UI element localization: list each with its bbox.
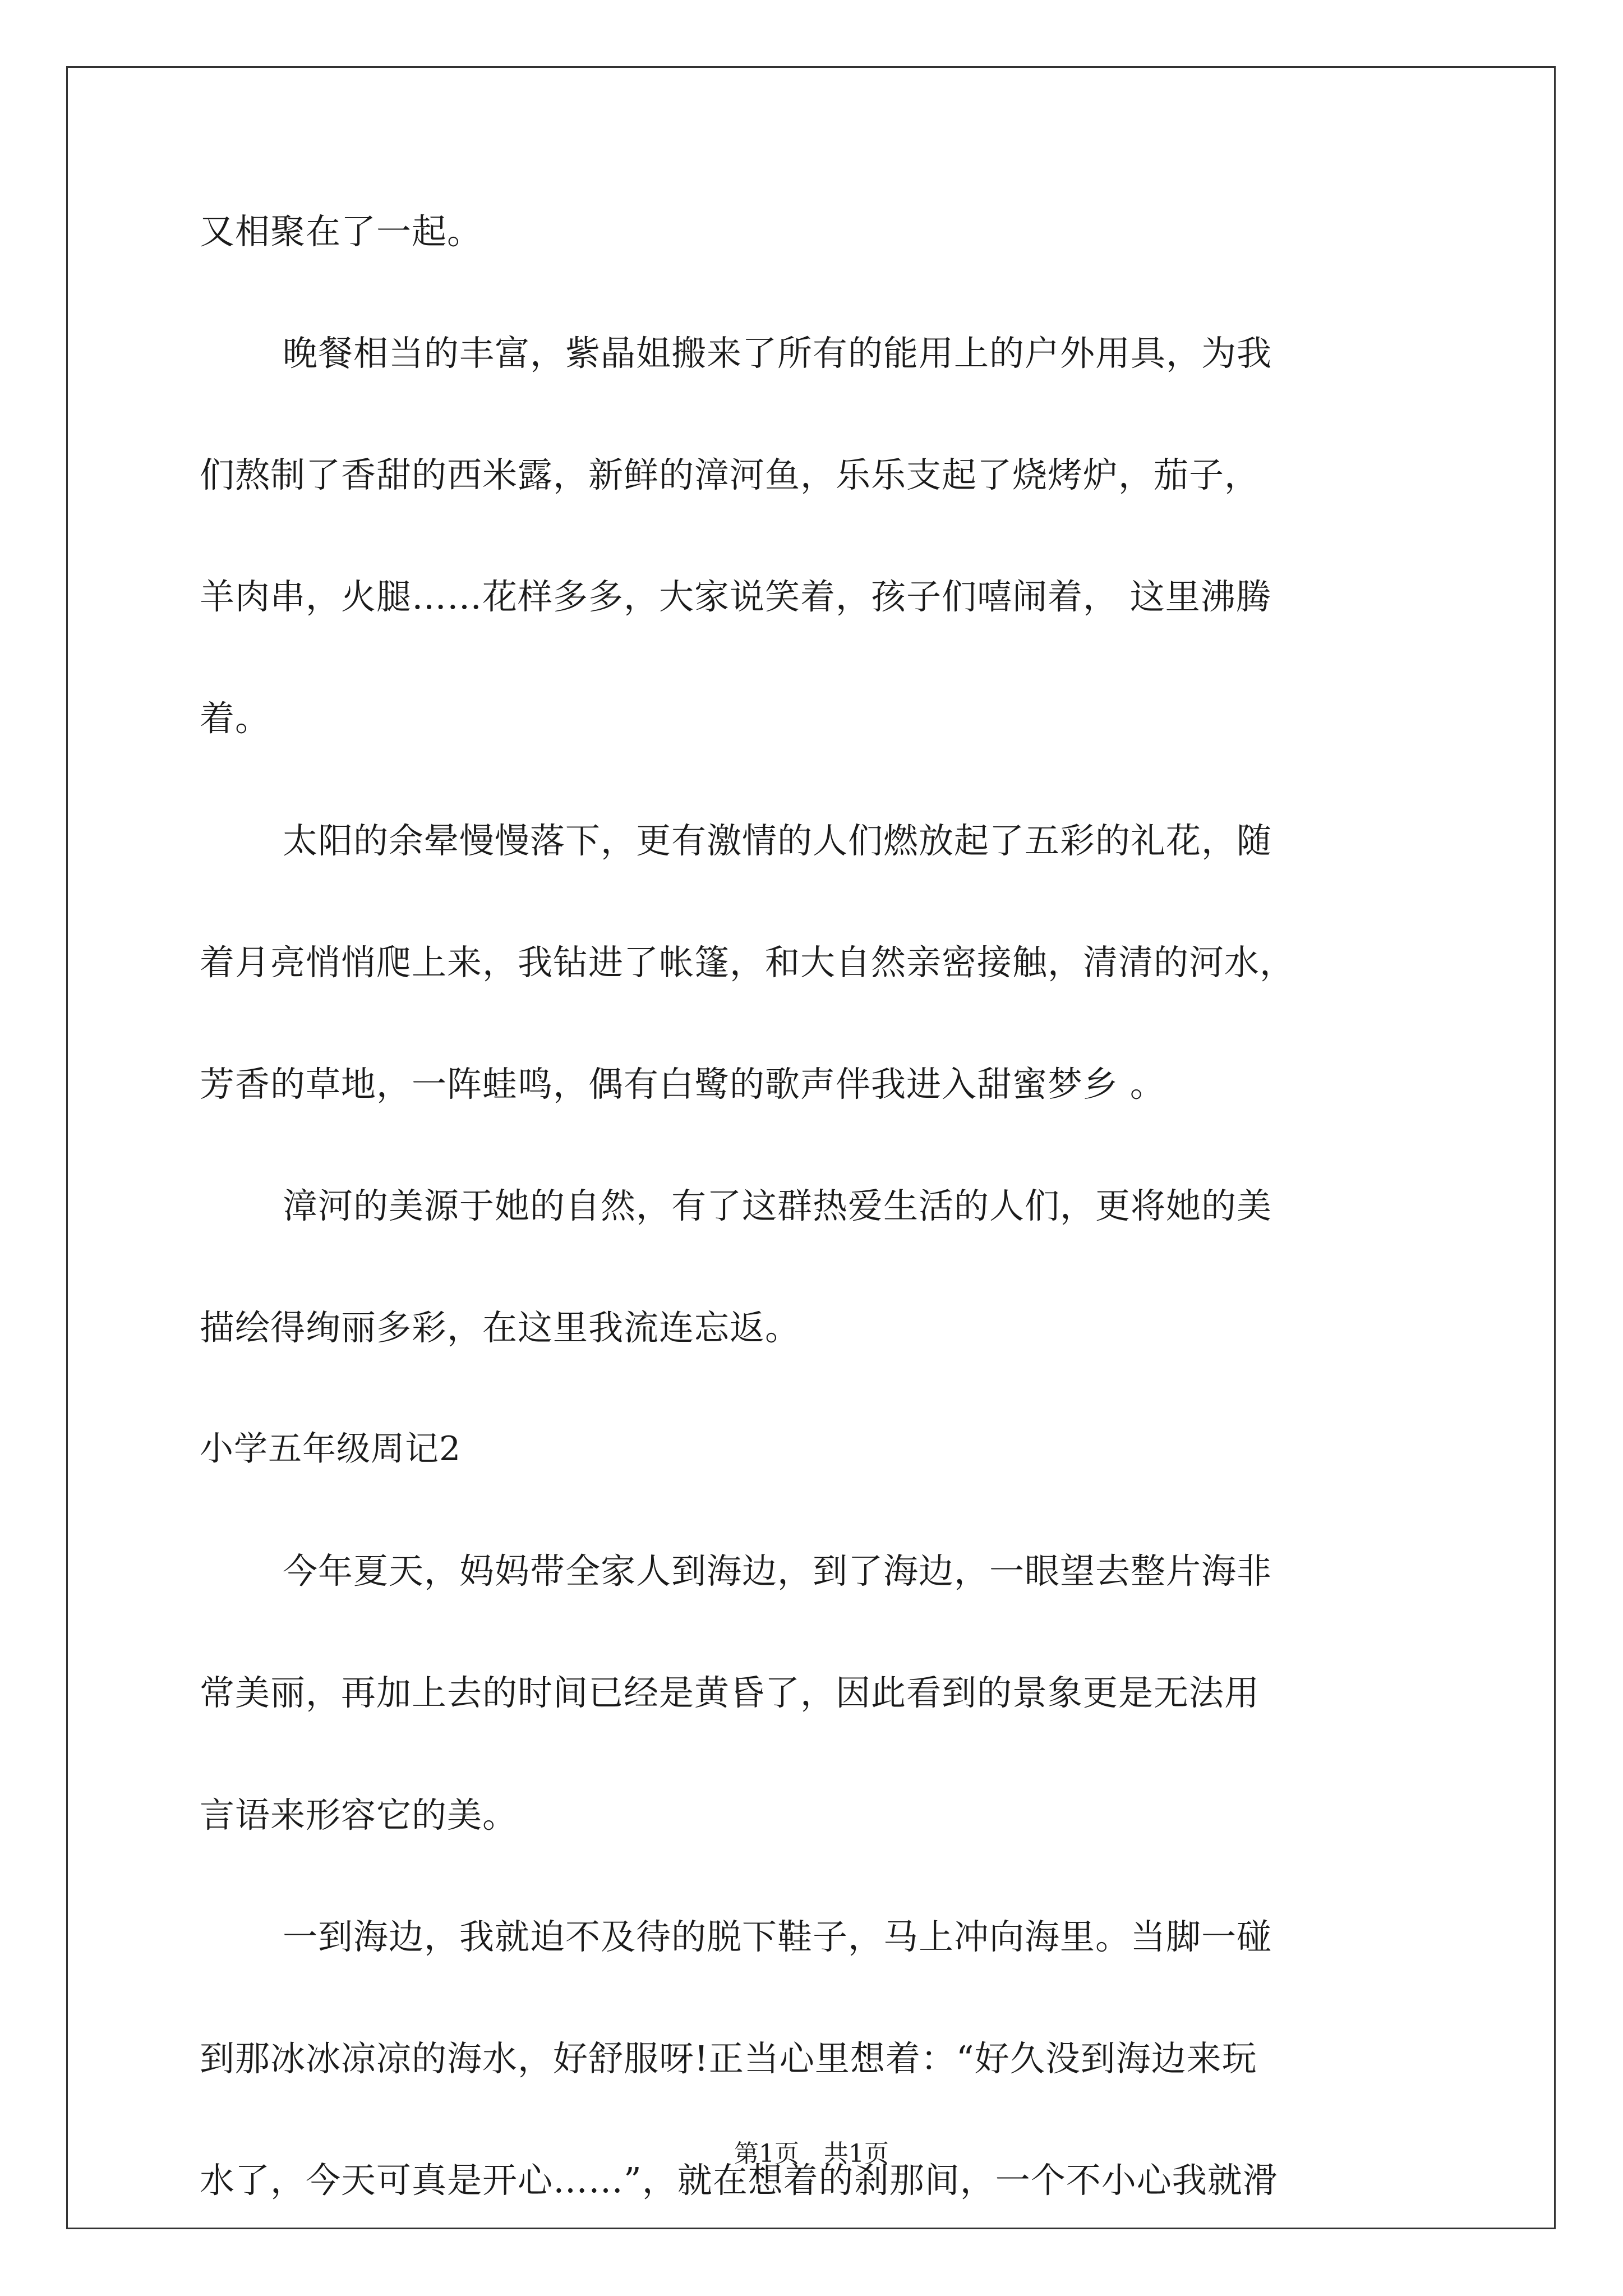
page-border	[66, 66, 1556, 2229]
text-line-17: 水了，今天可真是开心……”，就在想着的刹那间，一个不小心我就滑	[200, 2159, 1278, 2201]
text-line-1: 又相聚在了一起。	[200, 211, 483, 252]
text-line-7: 着月亮悄悄爬上来，我钻进了帐篷，和大自然亲密接触，清清的河水，	[200, 941, 1295, 983]
text-line-6: 太阳的余晕慢慢落下，更有激情的人们燃放起了五彩的礼花，随	[283, 820, 1272, 861]
text-line-15: 一到海边，我就迫不及待的脱下鞋子，马上冲向海里。当脚一碰	[283, 1916, 1272, 1957]
text-line-4: 羊肉串，火腿……花样多多，大家说笑着，孩子们嘻闹着， 这里沸腾	[200, 576, 1271, 618]
text-line-16: 到那冰冰凉凉的海水，好舒服呀!正当心里想着：“好久没到海边来玩	[200, 2037, 1257, 2079]
text-line-9: 漳河的美源于她的自然，有了这群热爱生活的人们，更将她的美	[283, 1185, 1272, 1226]
section-heading: 小学五年级周记2	[200, 1429, 462, 1469]
text-line-8: 芳香的草地，一阵蛙鸣，偶有白鹭的歌声伴我进入甜蜜梦乡 。	[200, 1063, 1165, 1105]
text-line-12: 今年夏天，妈妈带全家人到海边，到了海边，一眼望去整片海非	[283, 1550, 1272, 1592]
text-line-13: 常美丽，再加上去的时间已经是黄昏了，因此看到的景象更是无法用	[200, 1672, 1260, 1714]
text-line-5: 着。	[200, 698, 271, 739]
page-footer: 第1页 共1页	[734, 2139, 889, 2168]
text-line-10: 描绘得绚丽多彩，在这里我流连忘返。	[200, 1307, 801, 1349]
text-line-3: 们熬制了香甜的西米露，新鲜的漳河鱼，乐乐支起了烧烤炉，茄子，	[200, 454, 1260, 496]
text-line-2: 晚餐相当的丰富，紫晶姐搬来了所有的能用上的户外用具，为我	[283, 333, 1272, 374]
text-line-14: 言语来形容它的美。	[200, 1794, 518, 1835]
